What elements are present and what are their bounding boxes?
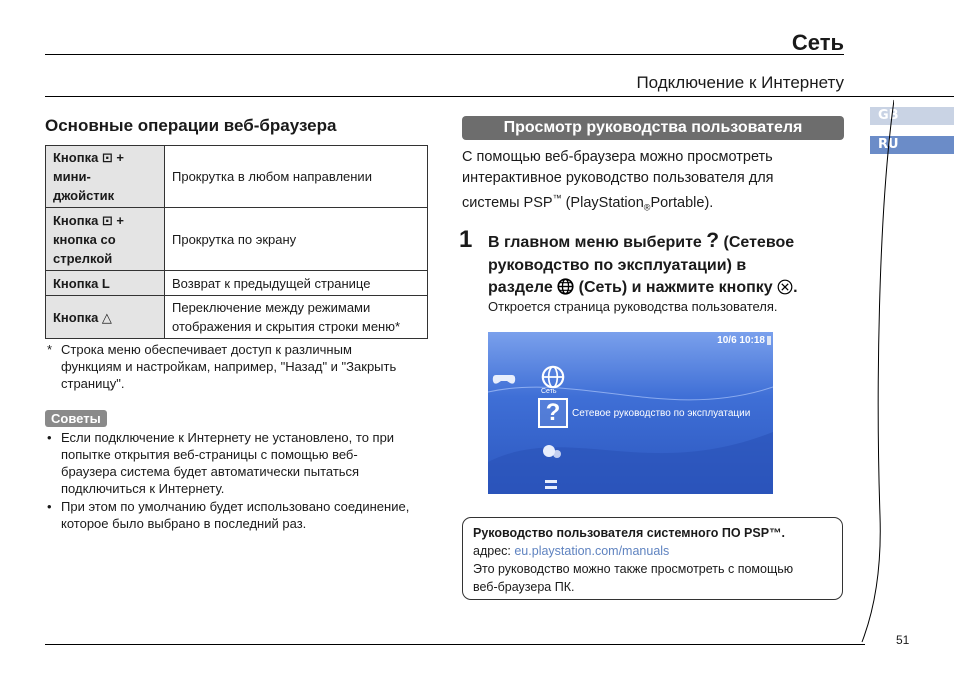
footer-rule [45,644,865,645]
manuals-link[interactable]: eu.playstation.com/manuals [514,544,670,558]
step-instruction: В главном меню выберите ? (Сетевое руководство по эксплуатации) в разделе (Сеть) и нажмите кнопку . [488,229,798,296]
list-icon[interactable] [544,478,558,492]
header-rule-bottom [45,96,954,97]
cross-button-icon [777,279,793,295]
page-edge-curve [858,96,894,644]
table-row [46,296,428,339]
operation-key: Кнопка △ [46,296,165,339]
operations-table [45,145,428,339]
language-tab-ru[interactable]: RU [870,136,954,154]
list-item: • При этом по умолчанию будет использовано соединение, которое было выбрано в последний раз. [47,499,410,531]
tips-badge: Советы [45,410,107,427]
operation-action: Переключение между режимами отображения и скрытия строки меню* [165,296,428,339]
table-row [46,208,428,271]
table-footnote: * Строка меню обеспечивает доступ к различным функциям и настройкам, например, "Назад" и "Закрыть страницу". [47,342,397,391]
network-globe-icon[interactable] [541,365,565,389]
info-box-address: адрес: eu.playstation.com/manuals [473,544,670,558]
operations-heading: Основные операции веб-браузера [45,116,337,135]
table-row [46,271,428,296]
network-label: Сеть [541,388,557,395]
settings-icon[interactable] [541,442,563,460]
operation-key: Кнопка ⊡ + кнопка со стрелкой [46,208,165,271]
battery-icon [767,336,771,345]
operation-action: Прокрутка по экрану [165,208,428,271]
operation-action: Прокрутка в любом направлении [165,146,428,208]
psp-home-menu-screenshot [488,332,773,494]
step-result: Откроется страница руководства пользователя. [488,299,778,314]
help-question-icon: ? [706,229,720,252]
screen-clock: 10/6 10:18 [717,335,765,346]
language-tab-gb[interactable]: GB [870,107,954,125]
chapter-title: Сеть [791,30,844,55]
online-manual-icon[interactable]: ? [538,398,568,428]
section-title: Подключение к Интернету [636,73,844,92]
table-row [46,146,428,208]
info-box-title: Руководство пользователя системного ПО PSP™. [473,526,786,540]
guide-banner: Просмотр руководства пользователя [462,116,844,140]
step-number: 1 [459,226,473,253]
page-number: 51 [896,633,910,647]
network-globe-icon [557,278,574,295]
manual-info-box: Руководство пользователя системного ПО PSP™. адрес: eu.playstation.com/manuals Это руководство можно также просмотреть с помощью веб-браузера ПК. [462,517,843,600]
operation-action: Возврат к предыдущей странице [165,271,428,296]
guide-intro: С помощью веб-браузера можно просмотреть интерактивное руководство пользователя для системы PSP™ (PlayStation$_®$Portable). [462,149,774,213]
header-rule-top [45,54,844,55]
operation-key: Кнопка L [46,271,165,296]
operation-key: Кнопка ⊡ + мини- джойстик [46,146,165,208]
online-manual-label[interactable]: Сетевое руководство по эксплуатации [572,408,751,419]
game-controller-icon[interactable] [492,372,516,386]
list-item: • Если подключение к Интернету не установлено, то при попытке открытия веб-страницы с помощью веб- браузера система будет автоматически пытаться подключиться к Интернету. [47,430,395,496]
tips-list [45,429,435,533]
